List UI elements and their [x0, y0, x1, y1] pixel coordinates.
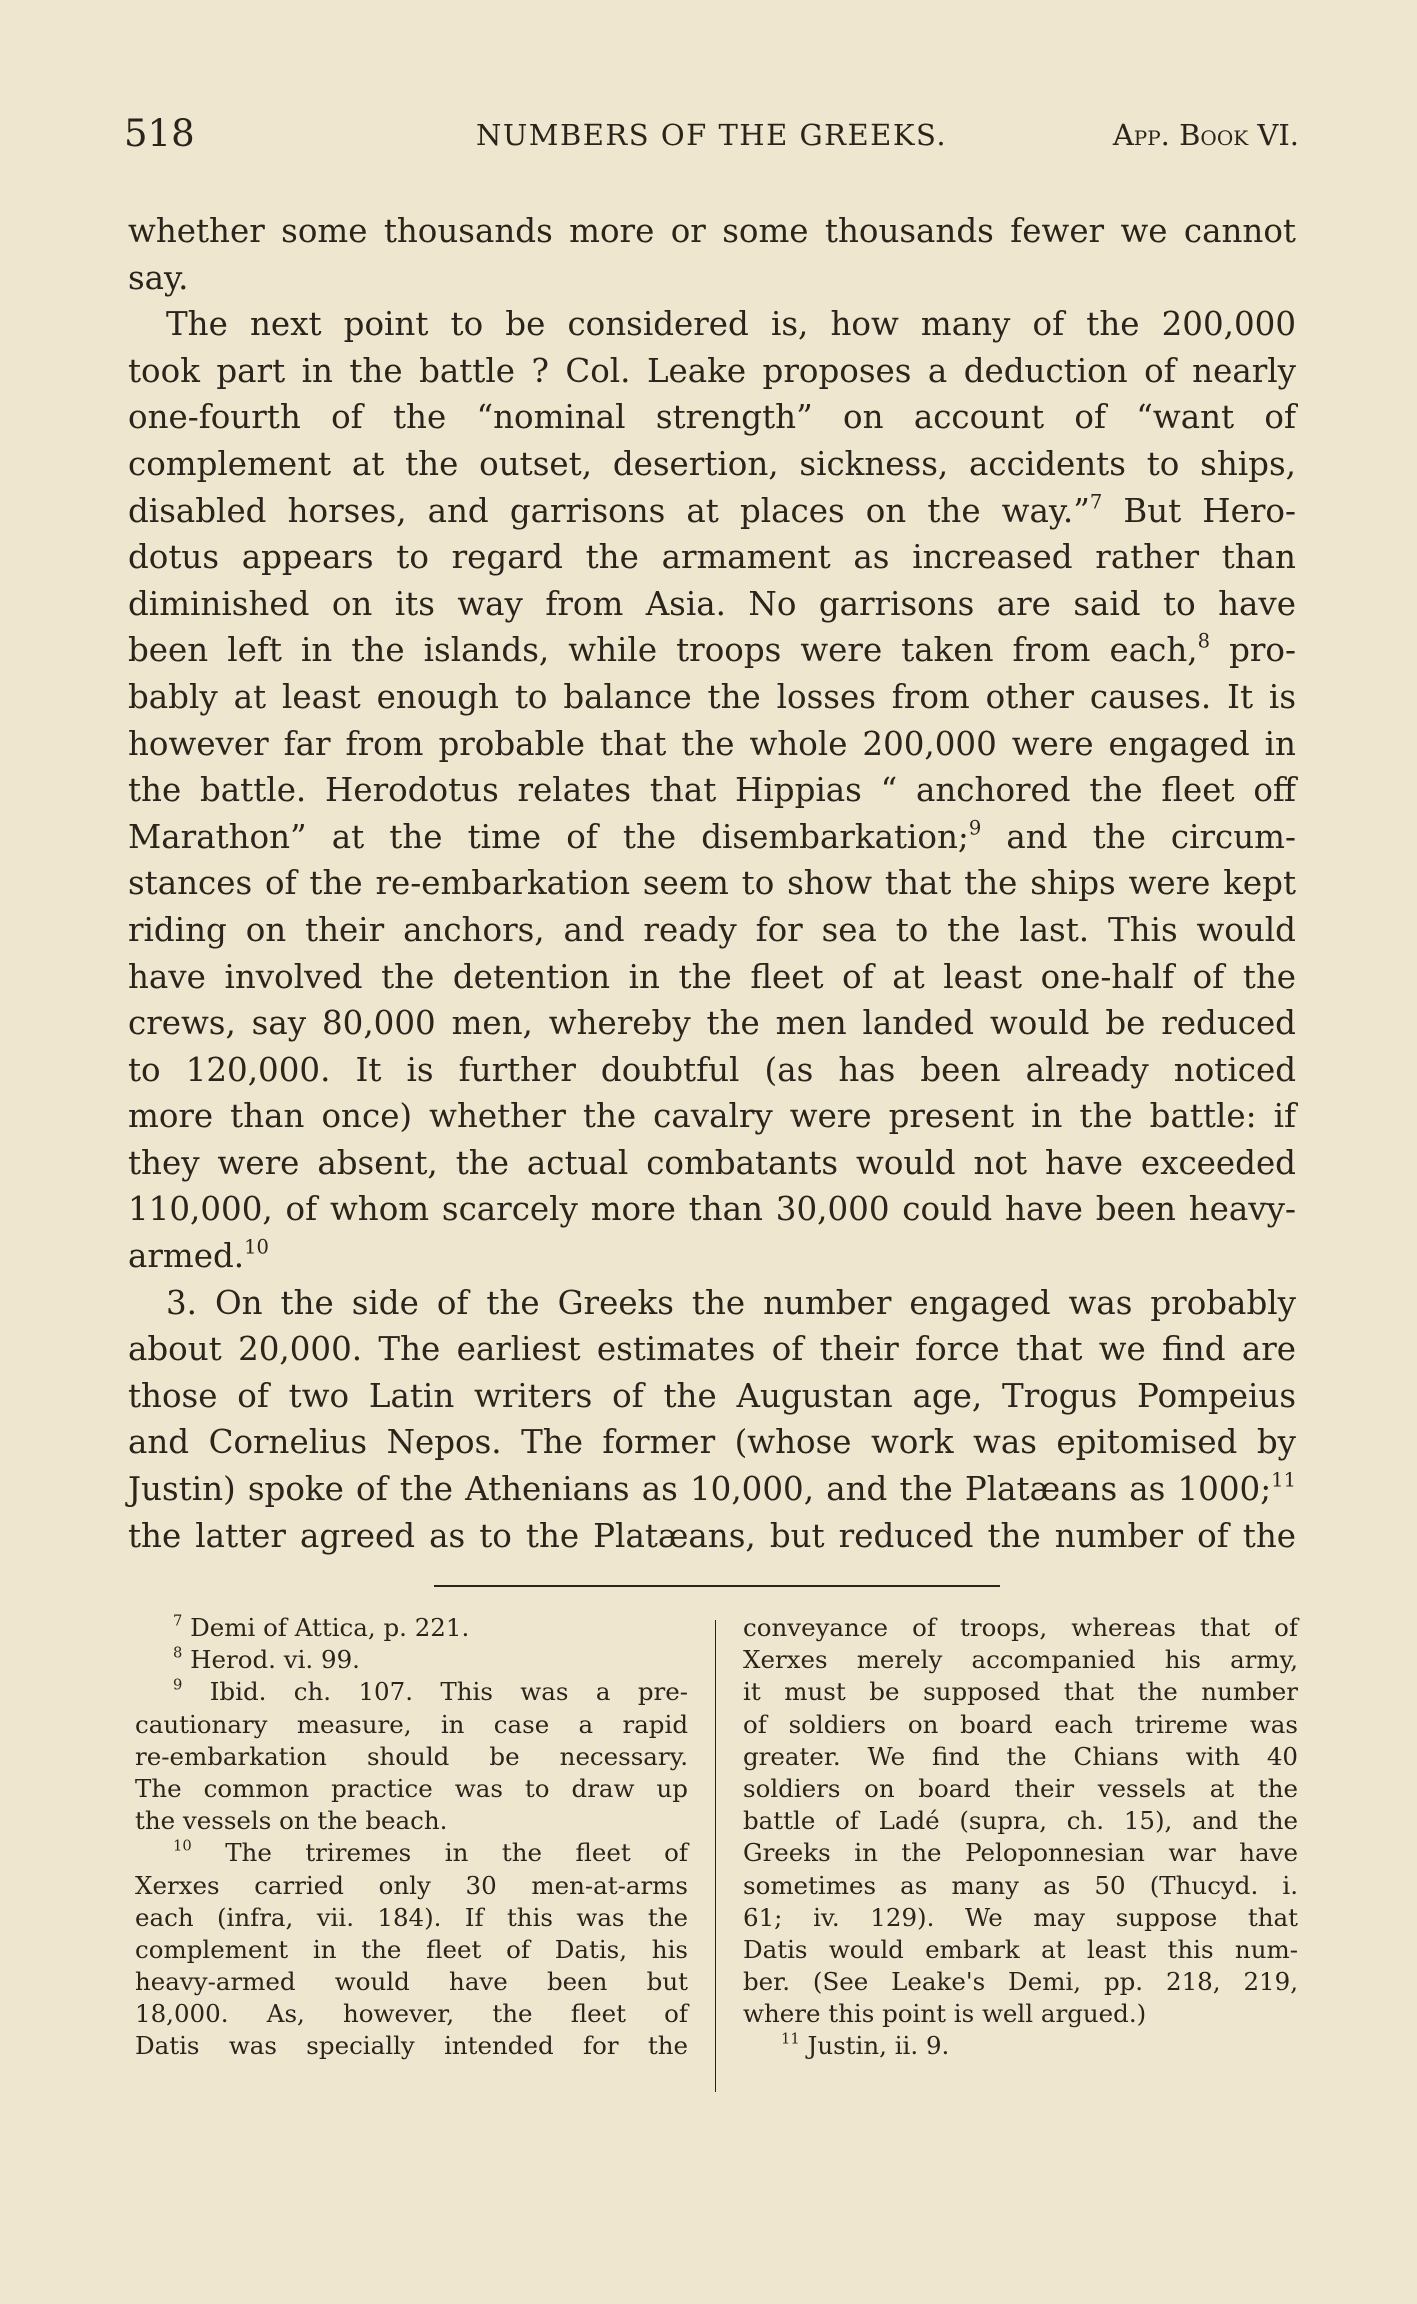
footnote-text: Herod. vi. 99.	[190, 1645, 360, 1675]
footnote-text: The triremes in the fleet of	[225, 1838, 688, 1868]
footnote-line: greater. We find the Chians with 40	[743, 1741, 1298, 1771]
text-line	[128, 488, 1296, 535]
footnote-line: 61; iv. 129). We may suppose that	[743, 1902, 1298, 1932]
footnote-line: sometimes as many as 50 (Thucyd. i.	[743, 1870, 1298, 1900]
footnote-line: battle of Ladé (supra, ch. 15), and the	[743, 1806, 1298, 1836]
footnote-line: 18,000. As, however, the fleet of	[135, 1999, 688, 2029]
text-line: about 20,000. The earliest estimates of their force that we find are	[128, 1330, 1296, 1369]
footnote-mark: 11	[781, 2031, 800, 2049]
footnote-separator	[434, 1585, 1000, 1587]
text-line: have involved the detention in the fleet of at least one-half of the	[128, 957, 1296, 996]
footnote-line: Datis was specially intended for the	[135, 2031, 688, 2061]
footnote-line: Xerxes merely accompanied his army,	[743, 1645, 1298, 1675]
footnote-line: The common practice was to draw up	[135, 1773, 688, 1803]
footnote-line: where this point is well argued.)	[743, 1999, 1147, 2029]
main-text	[128, 208, 1296, 1559]
text-line: riding on their anchors, and ready for sea to the last. This would	[128, 910, 1296, 949]
text-line: whether some thousands more or some thousands fewer we cannot	[128, 212, 1296, 250]
footnote-line	[135, 1612, 688, 1644]
page-number: 518	[124, 112, 195, 155]
footnote-ref: 8	[1197, 629, 1211, 653]
text-line: the latter agreed as to the Platæans, but reduced the number of the	[128, 1516, 1296, 1555]
text-segment: armed.	[128, 1237, 245, 1276]
footnote-ref: 7	[1089, 489, 1103, 513]
footnote-line: Xerxes carried only 30 men-at-arms	[135, 1870, 688, 1900]
footnote-line	[135, 1676, 688, 1708]
text-segment: been left in the islands, while troops were taken from each,	[128, 631, 1198, 670]
text-line: and Cornelius Nepos. The former (whose work was epitomised by	[128, 1423, 1296, 1462]
footnote-line	[135, 1837, 688, 1869]
footnote-line	[743, 2030, 1298, 2062]
text-segment: Justin) spoke of the Athenians as 10,000, and the Platæans as 1000;	[128, 1470, 1272, 1509]
text-line: however far from probable that the whole 200,000 were engaged in	[128, 724, 1296, 763]
text-line: 3. On the side of the Greeks the number engaged was probably	[166, 1283, 1296, 1322]
text-segment: and the circum-	[1006, 817, 1296, 856]
footnotes	[135, 1612, 1298, 2112]
running-section: App. Book VI.	[1112, 118, 1299, 152]
footnote-line: it must be supposed that the number	[743, 1677, 1298, 1707]
footnote-mark: 7	[173, 1612, 183, 1630]
footnote-ref: 9	[968, 816, 982, 840]
footnote-mark: 8	[173, 1644, 183, 1662]
footnote-line: complement in the fleet of Datis, his	[135, 1934, 688, 1964]
text-line: The next point to be considered is, how many of the 200,000	[166, 305, 1296, 344]
footnote-line: Greeks in the Peloponnesian war have	[743, 1838, 1298, 1868]
text-line: dotus appears to regard the armament as increased rather than	[128, 538, 1296, 577]
text-line: say.	[128, 258, 189, 297]
text-line	[128, 1466, 1296, 1513]
text-line: complement at the outset, desertion, sickness, accidents to ships,	[128, 444, 1296, 483]
running-title: NUMBERS OF THE GREEKS.	[475, 118, 948, 152]
text-line: stances of the re-embarkation seem to show that the ships were kept	[128, 864, 1296, 903]
text-line: took part in the battle ? Col. Leake proposes a deduction of nearly	[128, 351, 1296, 390]
footnote-column-left	[135, 1612, 688, 2063]
text-line: they were absent, the actual combatants would not have exceeded	[128, 1143, 1296, 1182]
text-line: those of two Latin writers of the Augustan age, Trogus Pompeius	[128, 1376, 1296, 1415]
footnote-line: each (infra, vii. 184). If this was the	[135, 1902, 688, 1932]
footnote-text: Demi of Attica, p. 221.	[190, 1613, 470, 1642]
footnote-line: soldiers on board their vessels at the	[743, 1773, 1298, 1803]
text-line: crews, say 80,000 men, whereby the men landed would be reduced	[128, 1004, 1296, 1043]
footnote-line: ber. (See Leake's Demi, pp. 218, 219,	[743, 1967, 1298, 1997]
text-line: 110,000, of whom scarcely more than 30,000 could have been heavy-	[128, 1190, 1296, 1229]
footnote-line	[135, 1644, 688, 1676]
text-segment: But Hero-	[1123, 491, 1296, 530]
footnote-text: Ibid. ch. 107. This was a pre-	[209, 1677, 688, 1707]
text-line: one-fourth of the “nominal strength” on account of “want of	[128, 398, 1296, 437]
footnote-column-right	[743, 1612, 1298, 2063]
text-line	[128, 814, 1296, 861]
text-line: more than once) whether the cavalry were present in the battle: if	[128, 1097, 1296, 1136]
footnote-line: conveyance of troops, whereas that of	[743, 1613, 1298, 1642]
footnote-line: heavy-armed would have been but	[135, 1967, 688, 1997]
footnote-ref: 10	[244, 1235, 269, 1259]
footnote-line: cautionary measure, in case a rapid	[135, 1709, 688, 1739]
running-head	[124, 112, 1299, 164]
footnote-mark: 9	[173, 1677, 183, 1695]
text-segment: disabled horses, and garrisons at places on the way.”	[128, 491, 1090, 530]
footnote-text: Justin, ii. 9.	[807, 2031, 950, 2061]
text-line: to 120,000. It is further doubtful (as has been already noticed	[128, 1050, 1296, 1089]
text-line	[128, 627, 1296, 674]
footnote-line: re-embarkation should be necessary.	[135, 1741, 688, 1771]
text-line	[128, 1233, 1296, 1280]
footnote-ref: 11	[1271, 1468, 1296, 1492]
footnote-mark: 10	[173, 1838, 192, 1856]
text-segment: pro-	[1229, 631, 1296, 670]
text-segment: Marathon” at the time of the disembarkation;	[128, 817, 969, 856]
footnote-line: of soldiers on board each trireme was	[743, 1709, 1298, 1739]
footnote-column-divider	[715, 1620, 716, 2092]
text-line: the battle. Herodotus relates that Hippias “ anchored the fleet off	[128, 771, 1296, 810]
text-line: diminished on its way from Asia. No garrisons are said to have	[128, 584, 1296, 623]
footnote-line: Datis would embark at least this num-	[743, 1934, 1298, 1964]
footnote-line: the vessels on the beach.	[135, 1806, 448, 1836]
text-line: bably at least enough to balance the losses from other causes. It is	[128, 677, 1296, 716]
